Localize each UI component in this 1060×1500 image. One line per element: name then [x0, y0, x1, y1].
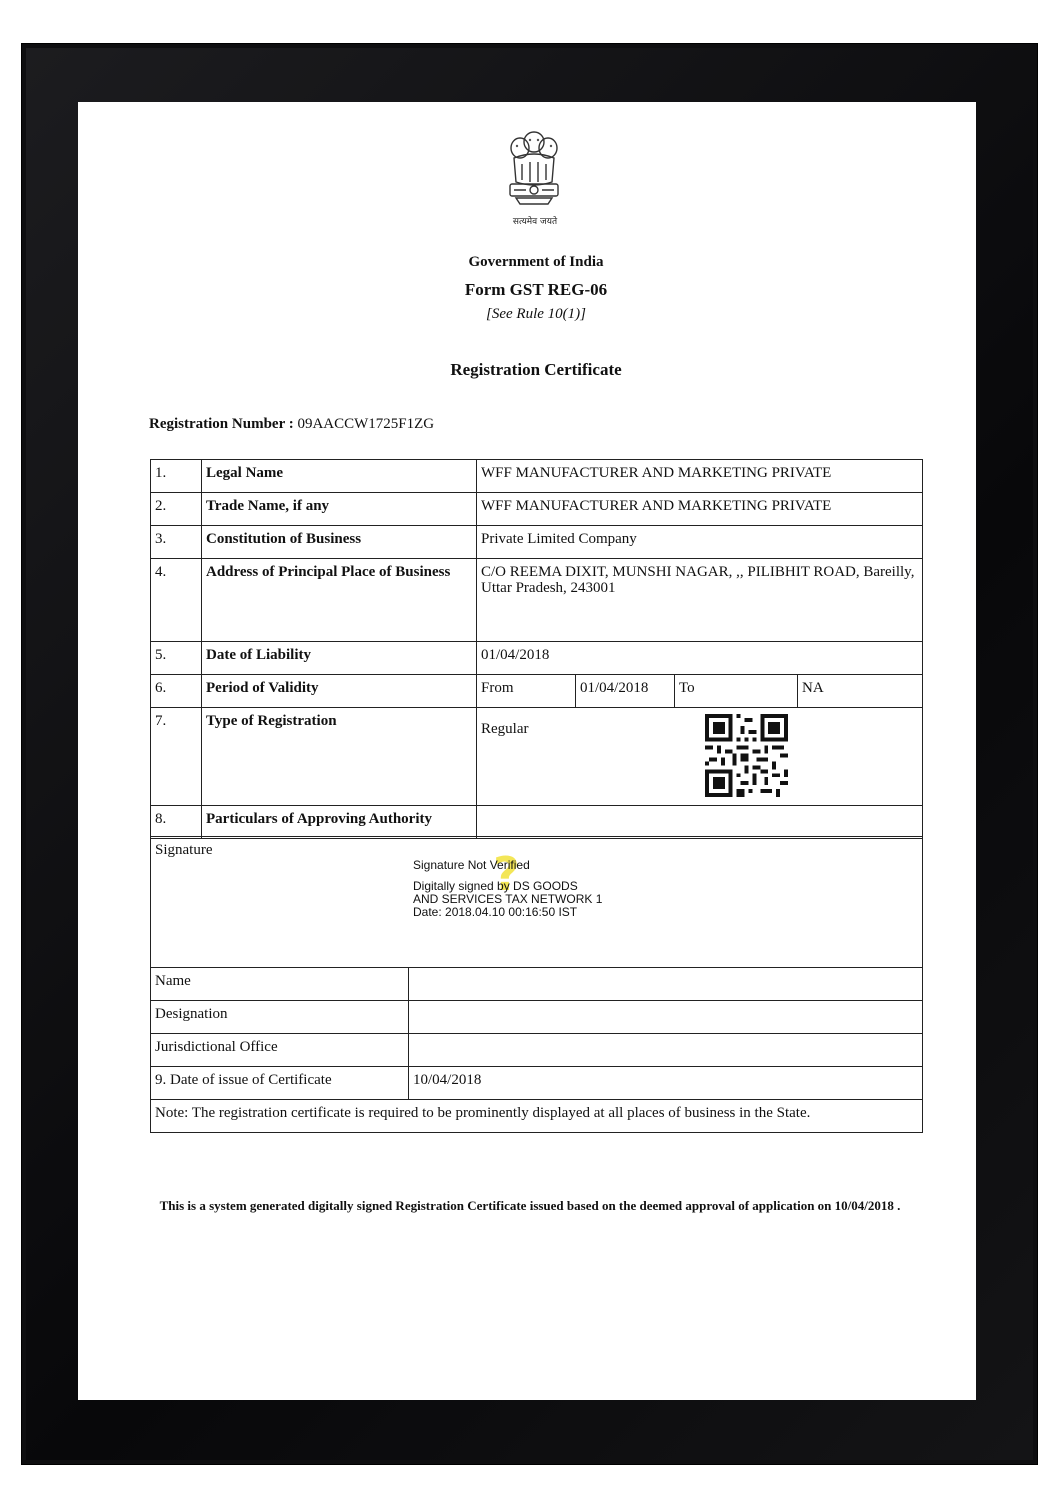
signature-row — [151, 837, 923, 968]
form-title: Form GST REG-06 — [464, 280, 608, 299]
national-emblem-icon — [500, 124, 568, 224]
table-row — [151, 1067, 923, 1100]
signature-date: Date: 2018.04.10 00:16:50 IST — [413, 905, 578, 919]
row-label: Type of Registration — [202, 708, 477, 806]
issue-date-label: 9. Date of issue of Certificate — [151, 1067, 409, 1100]
table-row — [151, 642, 923, 675]
unverified-question-icon: ? — [493, 847, 520, 901]
row-label: Constitution of Business — [202, 526, 477, 559]
row-value: 01/04/2018 — [477, 642, 923, 675]
certificate-table — [150, 459, 923, 839]
registration-number-label: Registration Number : — [149, 416, 294, 432]
row-number: 2. — [151, 493, 202, 526]
signature-signer-cont: AND SERVICES TAX NETWORK 1 — [413, 892, 603, 906]
table-row — [151, 460, 923, 493]
row-label: Particulars of Approving Authority — [202, 806, 477, 839]
row-label: Period of Validity — [202, 675, 477, 708]
validity-to-date: NA — [798, 675, 923, 708]
row-number: 4. — [151, 559, 202, 642]
table-row — [151, 559, 923, 642]
table-row — [151, 675, 923, 708]
display-note: Note: The registration certificate is required to be prominently displayed at all places of business in the State. — [151, 1100, 923, 1133]
row-value: Regular — [481, 721, 529, 737]
name-label: Name — [151, 968, 409, 1001]
table-row — [151, 1100, 923, 1133]
validity-to-label: To — [675, 675, 798, 708]
office-value — [409, 1034, 923, 1067]
table-row — [151, 1001, 923, 1034]
name-value — [409, 968, 923, 1001]
signature-cell — [151, 837, 923, 968]
government-heading: Government of India — [468, 254, 604, 270]
registration-number — [149, 416, 434, 433]
table-row — [151, 526, 923, 559]
approval-table — [150, 836, 923, 1133]
row-number: 8. — [151, 806, 202, 839]
row-value: WFF MANUFACTURER AND MARKETING PRIVATE — [477, 493, 923, 526]
row-label: Address of Principal Place of Business — [202, 559, 477, 642]
row-number: 5. — [151, 642, 202, 675]
row-number: 6. — [151, 675, 202, 708]
digital-signature-block[interactable] — [413, 859, 602, 919]
table-row — [151, 968, 923, 1001]
rule-reference: [See Rule 10(1)] — [486, 306, 586, 322]
office-label: Jurisdictional Office — [151, 1034, 409, 1067]
designation-value — [409, 1001, 923, 1034]
row-value: Private Limited Company — [477, 526, 923, 559]
table-row — [151, 493, 923, 526]
signature-signer: Digitally signed by DS GOODS — [413, 879, 578, 893]
certificate-title: Registration Certificate — [450, 360, 622, 379]
row-value: C/O REEMA DIXIT, MUNSHI NAGAR, ,, PILIBHIT ROAD, Bareilly, Uttar Pradesh, 243001 — [477, 559, 923, 642]
validity-from-date: 01/04/2018 — [576, 675, 675, 708]
signature-label: Signature — [155, 842, 213, 858]
table-row — [151, 1034, 923, 1067]
table-row — [151, 708, 923, 806]
row-number: 1. — [151, 460, 202, 493]
row-value — [477, 806, 923, 839]
validity-from-label: From — [477, 675, 576, 708]
qr-code-icon — [705, 714, 788, 797]
signature-status: Signature Not Verified — [413, 858, 530, 872]
row-value: WFF MANUFACTURER AND MARKETING PRIVATE — [477, 460, 923, 493]
emblem-motto: सत्यमेव जयते — [512, 217, 558, 227]
registration-type-cell — [477, 708, 923, 806]
designation-label: Designation — [151, 1001, 409, 1034]
row-number: 7. — [151, 708, 202, 806]
registration-number-value: 09AACCW1725F1ZG — [297, 416, 435, 432]
row-label: Date of Liability — [202, 642, 477, 675]
row-number: 3. — [151, 526, 202, 559]
system-generated-footer: This is a system generated digitally signed Registration Certificate issued based on the deemed approval of application on 10/04/2018 . — [159, 1198, 901, 1213]
table-row — [151, 806, 923, 839]
row-label: Trade Name, if any — [202, 493, 477, 526]
issue-date-value: 10/04/2018 — [409, 1067, 923, 1100]
row-label: Legal Name — [202, 460, 477, 493]
